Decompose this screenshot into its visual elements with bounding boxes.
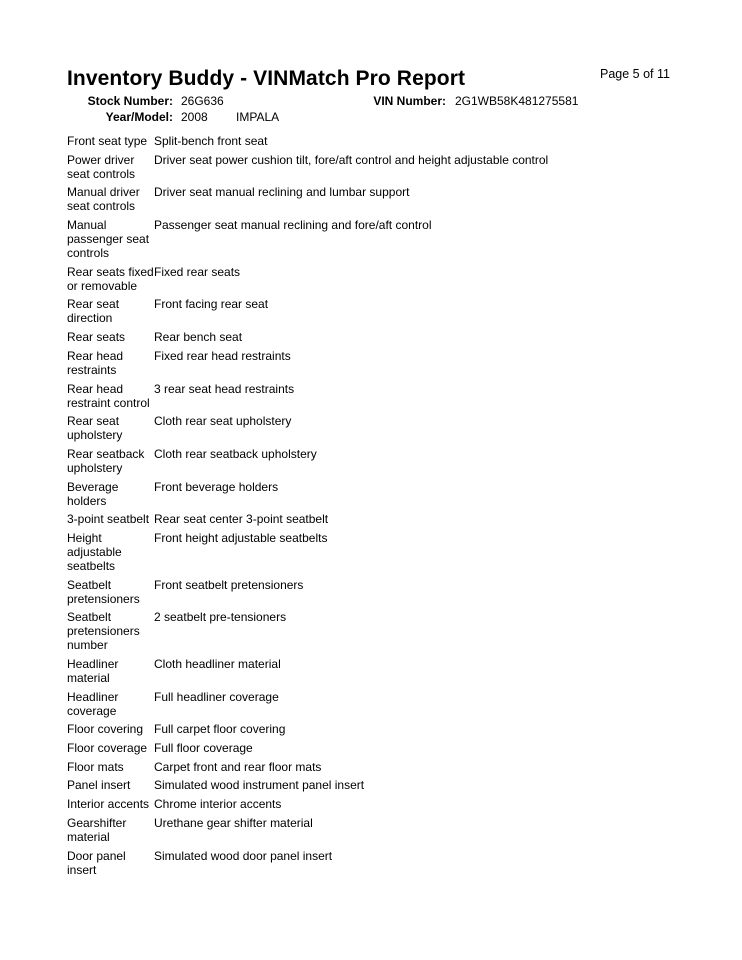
year-value: 2008 bbox=[181, 110, 208, 124]
spec-value: Fixed rear head restraints bbox=[154, 348, 291, 363]
spec-label: Seatbelt pretensioners number bbox=[67, 610, 140, 653]
spec-value: Simulated wood instrument panel insert bbox=[154, 778, 365, 793]
spec-label: Seatbelt pretensioners bbox=[67, 577, 140, 606]
spec-value: Front facing rear seat bbox=[154, 297, 269, 312]
spec-row bbox=[67, 218, 667, 265]
spec-row bbox=[67, 797, 667, 816]
spec-label: Floor coverage bbox=[67, 741, 148, 756]
spec-row bbox=[67, 512, 667, 531]
vin-number-label: VIN Number: bbox=[373, 94, 446, 108]
spec-label: Rear seat upholstery bbox=[67, 414, 123, 443]
spec-value: Rear bench seat bbox=[154, 330, 243, 345]
spec-value: Cloth rear seat upholstery bbox=[154, 414, 292, 429]
spec-value: Carpet front and rear floor mats bbox=[154, 759, 322, 774]
spec-value: 3 rear seat head restraints bbox=[154, 381, 295, 396]
spec-row bbox=[67, 849, 667, 882]
spec-row bbox=[67, 414, 667, 447]
spec-row bbox=[67, 816, 667, 849]
spec-label: Height adjustable seatbelts bbox=[67, 530, 122, 573]
spec-label: Rear seats fixed or removable bbox=[67, 264, 154, 293]
spec-row bbox=[67, 531, 667, 578]
spec-value: Driver seat power cushion tilt, fore/aft control and height adjustable control bbox=[154, 152, 549, 167]
spec-row bbox=[67, 134, 667, 153]
spec-row bbox=[67, 185, 667, 218]
spec-label: Power driver seat controls bbox=[67, 152, 136, 181]
spec-row bbox=[67, 690, 667, 723]
spec-label: Manual driver seat controls bbox=[67, 185, 140, 214]
spec-label: Front seat type bbox=[67, 134, 148, 148]
spec-row bbox=[67, 657, 667, 690]
spec-row bbox=[67, 778, 667, 797]
spec-value: Split-bench front seat bbox=[154, 134, 268, 148]
spec-row bbox=[67, 760, 667, 779]
stock-number-value: 26G636 bbox=[181, 94, 224, 108]
spec-row bbox=[67, 349, 667, 382]
page-number: Page 5 of 11 bbox=[600, 67, 670, 81]
spec-row bbox=[67, 330, 667, 349]
spec-row bbox=[67, 610, 667, 657]
spec-label: Rear seats bbox=[67, 330, 126, 345]
spec-value: Full floor coverage bbox=[154, 741, 253, 756]
spec-value: Front beverage holders bbox=[154, 479, 279, 494]
spec-value: Front height adjustable seatbelts bbox=[154, 530, 328, 545]
spec-row bbox=[67, 578, 667, 611]
spec-label: Floor covering bbox=[67, 722, 144, 737]
spec-row bbox=[67, 153, 667, 186]
spec-table-body bbox=[67, 134, 667, 881]
spec-value: Cloth rear seatback upholstery bbox=[154, 446, 317, 461]
stock-number-label: Stock Number: bbox=[87, 94, 173, 108]
spec-label: Headliner material bbox=[67, 657, 119, 685]
spec-label: 3-point seatbelt bbox=[67, 512, 150, 527]
spec-value: Front seatbelt pretensioners bbox=[154, 577, 304, 592]
spec-value: Cloth headliner material bbox=[154, 657, 281, 671]
spec-label: Manual passenger seat controls bbox=[67, 218, 150, 261]
spec-label: Beverage holders bbox=[67, 479, 119, 508]
spec-value: Full headliner coverage bbox=[154, 689, 279, 704]
spec-value: Urethane gear shifter material bbox=[154, 815, 313, 830]
spec-value: Simulated wood door panel insert bbox=[154, 848, 333, 863]
spec-row bbox=[67, 382, 667, 415]
spec-value: Driver seat manual reclining and lumbar support bbox=[154, 185, 410, 200]
spec-table bbox=[67, 134, 667, 881]
spec-label: Panel insert bbox=[67, 778, 131, 793]
report-title: Inventory Buddy - VINMatch Pro Report bbox=[67, 67, 466, 90]
spec-row bbox=[67, 722, 667, 741]
spec-value: Full carpet floor covering bbox=[154, 722, 286, 737]
spec-row bbox=[67, 297, 667, 330]
spec-row bbox=[67, 265, 667, 298]
spec-label: Rear head restraint control bbox=[67, 381, 150, 410]
spec-label: Rear seatback upholstery bbox=[67, 446, 145, 475]
vin-number-value: 2G1WB58K481275581 bbox=[455, 94, 579, 108]
spec-label: Interior accents bbox=[67, 797, 150, 812]
spec-label: Rear head restraints bbox=[67, 348, 124, 377]
year-model-label: Year/Model: bbox=[105, 110, 173, 124]
spec-value: Passenger seat manual reclining and fore/aft control bbox=[154, 218, 432, 233]
spec-row bbox=[67, 447, 667, 480]
model-value: IMPALA bbox=[236, 110, 280, 124]
spec-label: Headliner coverage bbox=[67, 689, 119, 718]
spec-value: Chrome interior accents bbox=[154, 797, 282, 812]
spec-label: Door panel insert bbox=[67, 848, 126, 877]
spec-value: Rear seat center 3-point seatbelt bbox=[154, 512, 329, 527]
spec-value: 2 seatbelt pre-tensioners bbox=[154, 610, 287, 625]
spec-row bbox=[67, 480, 667, 513]
spec-label: Gearshifter material bbox=[67, 815, 127, 844]
spec-label: Floor mats bbox=[67, 759, 124, 774]
spec-label: Rear seat direction bbox=[67, 297, 120, 326]
spec-value: Fixed rear seats bbox=[154, 264, 241, 279]
spec-row bbox=[67, 741, 667, 760]
